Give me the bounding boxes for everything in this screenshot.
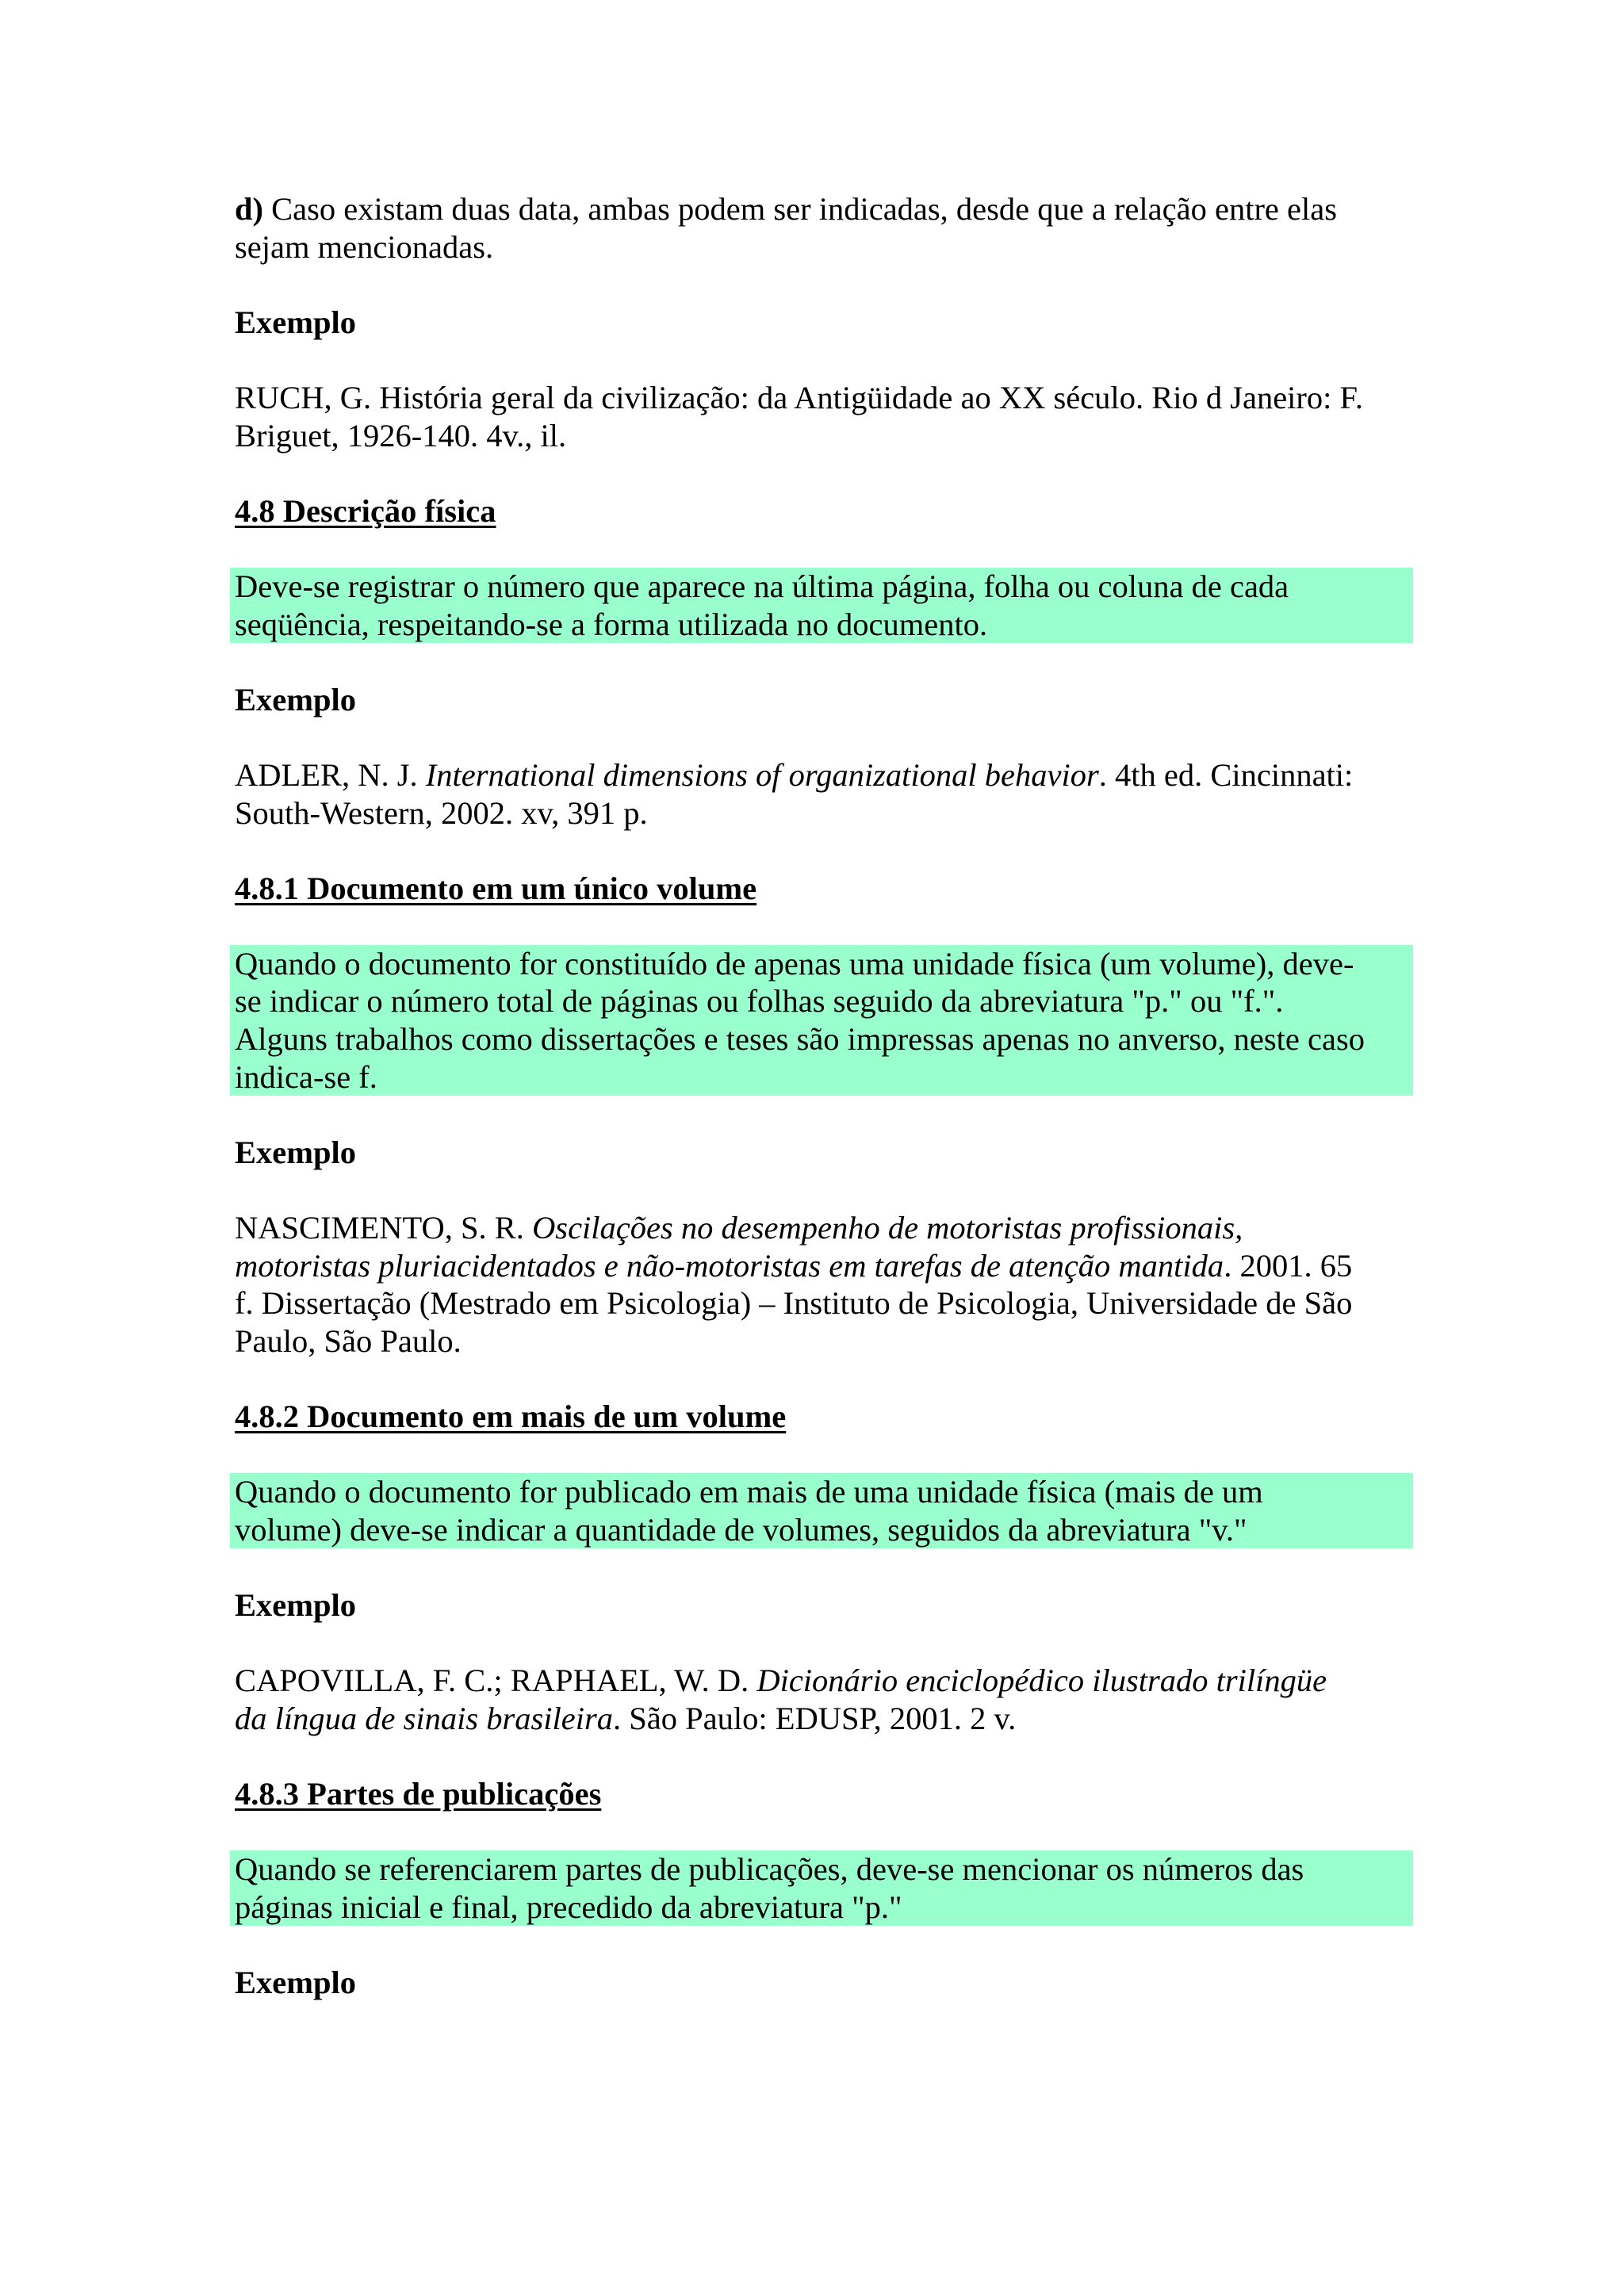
reference-author: ADLER, N. J.	[235, 756, 426, 793]
reference-title: Oscilações no desempenho de motoristas profissionais,	[532, 1210, 1243, 1246]
rule-line: páginas inicial e final, precedido da abreviatura "p."	[235, 1888, 902, 1925]
rule-line: Quando se referenciarem partes de publicações, deve-se mencionar os números das	[235, 1851, 1304, 1888]
reference-imprint: . 4th ed. Cincinnati:	[1098, 756, 1354, 793]
reference-imprint: . São Paulo: EDUSP, 2001. 2 v.	[613, 1700, 1017, 1736]
highlighted-rule-4-8	[230, 568, 1413, 643]
reference-line: f. Dissertação (Mestrado em Psicologia) – Instituto de Psicologia, Universidade de São	[235, 1285, 1353, 1322]
reference-line: Briguet, 1926-140. 4v., il.	[235, 417, 567, 453]
section-heading-4-8-3: 4.8.3 Partes de publicações	[235, 1775, 602, 1812]
reference-title: motoristas pluriacidentados e não-motoristas em tarefas de atenção mantida	[235, 1247, 1224, 1284]
example-label: Exemplo	[235, 1964, 357, 2000]
section-heading-4-8: 4.8 Descrição física	[235, 492, 496, 529]
highlighted-rule-4-8-3	[230, 1850, 1413, 1926]
reference-title: da língua de sinais brasileira	[235, 1700, 614, 1736]
reference-title: Dicionário enciclopédico ilustrado trilíngüe	[756, 1663, 1327, 1699]
example-reference-ruch	[235, 379, 1408, 454]
intro-paragraph	[235, 190, 1408, 266]
example-label: Exemplo	[235, 1586, 357, 1623]
section-heading-4-8-1: 4.8.1 Documento em um único volume	[235, 870, 757, 906]
example-reference-nascimento	[235, 1209, 1408, 1360]
example-label: Exemplo	[235, 681, 357, 718]
rule-line: Quando o documento for constituído de apenas uma unidade física (um volume), deve-	[235, 945, 1354, 982]
reference-author: CAPOVILLA, F. C.; RAPHAEL, W. D.	[235, 1663, 757, 1699]
rule-line: Alguns trabalhos como dissertações e teses são impressas apenas no anverso, neste caso	[235, 1021, 1365, 1058]
document-page	[235, 190, 1408, 2002]
section-heading-4-8-2: 4.8.2 Documento em mais de um volume	[235, 1399, 787, 1434]
reference-author: NASCIMENTO, S. R.	[235, 1210, 533, 1246]
reference-title: International dimensions of organizational behavior	[425, 756, 1099, 793]
intro-text: Caso existam duas data, ambas podem ser indicadas, desde que a relação entre elas sejam mencionadas.	[235, 191, 1337, 265]
intro-label: d)	[235, 191, 264, 227]
reference-line: RUCH, G. História geral da civilização: da Antigüidade ao XX século. Rio d Janeiro: F.	[235, 379, 1363, 415]
rule-line: Deve-se registrar o número que aparece na última página, folha ou coluna de cada	[235, 568, 1289, 604]
rule-line: se indicar o número total de páginas ou folhas seguido da abreviatura "p." ou "f.".	[235, 983, 1284, 1020]
highlighted-rule-4-8-2	[230, 1473, 1413, 1548]
rule-line: indica-se f.	[235, 1058, 377, 1095]
example-reference-adler	[235, 756, 1408, 832]
example-label: Exemplo	[235, 304, 357, 340]
reference-line: South-Western, 2002. xv, 391 p.	[235, 794, 648, 831]
rule-line: Quando o documento for publicado em mais de uma unidade física (mais de um	[235, 1474, 1263, 1510]
highlighted-rule-4-8-1	[230, 945, 1413, 1096]
reference-imprint: . 2001. 65	[1224, 1247, 1353, 1284]
reference-line: Paulo, São Paulo.	[235, 1322, 462, 1359]
example-label: Exemplo	[235, 1134, 357, 1170]
example-reference-capovilla	[235, 1662, 1408, 1737]
rule-line: seqüência, respeitando-se a forma utilizada no documento.	[235, 606, 988, 642]
rule-line: volume) deve-se indicar a quantidade de volumes, seguidos da abreviatura "v."	[235, 1511, 1247, 1548]
